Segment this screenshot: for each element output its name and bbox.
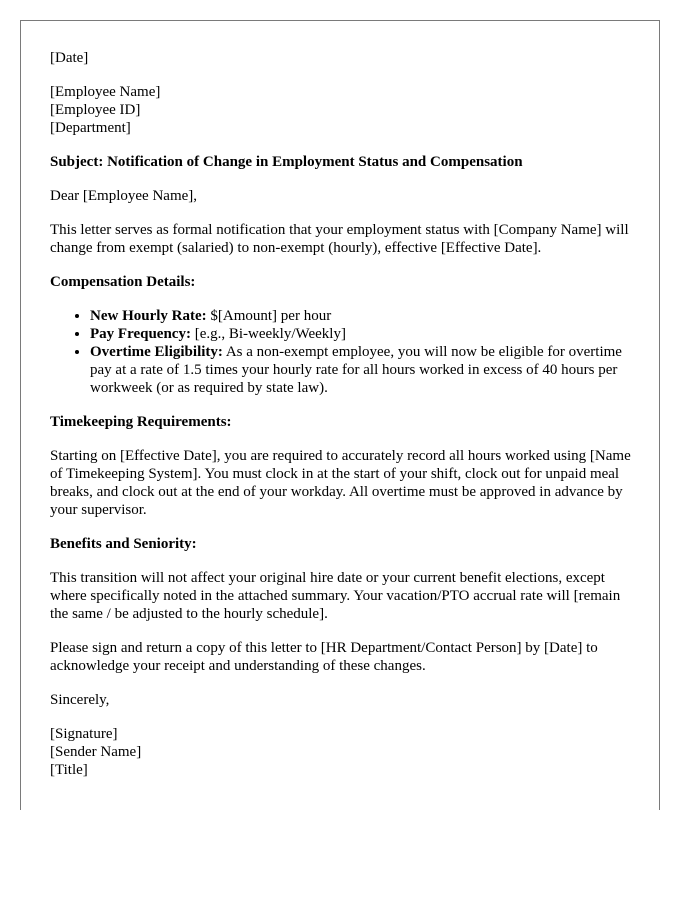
letter-date: [Date] <box>50 50 89 66</box>
sender-name: [Sender Name] <box>50 744 142 760</box>
recipient-name: [Employee Name] <box>50 84 161 100</box>
compensation-list <box>50 307 636 397</box>
item-text: [e.g., Bi-weekly/Weekly] <box>190 326 346 342</box>
signoff: Sincerely, <box>50 692 110 708</box>
sender-title: [Title] <box>50 762 88 778</box>
benefits-paragraph: This transition will not affect your original hire date or your current benefit elections, except where specifically noted in the attached summary. Your vacation/PTO accrual rate will [remain the same / be adjusted to the hourly schedule]. <box>50 570 621 622</box>
compensation-heading: Compensation Details: <box>50 274 196 290</box>
item-label: New Hourly Rate: <box>90 308 207 324</box>
recipient-block <box>50 83 636 137</box>
recipient-department: [Department] <box>50 120 131 136</box>
recipient-id: [Employee ID] <box>50 102 141 118</box>
benefits-heading: Benefits and Seniority: <box>50 536 197 552</box>
salutation: Dear [Employee Name], <box>50 188 198 204</box>
timekeeping-paragraph: Starting on [Effective Date], you are required to accurately record all hours worked using [Name of Timekeeping System]. You must clock in at the start of your shift, clock out for unpaid meal breaks, and clock out at the end of your workday. All overtime must be approved in advance by your supervisor. <box>50 448 631 518</box>
letter-page <box>20 20 660 810</box>
letter-body <box>50 49 636 795</box>
sender-block <box>50 725 636 779</box>
intro-paragraph: This letter serves as formal notification that your employment status with [Company Name] will change from exempt (salaried) to non-exempt (hourly), effective [Effective Date]. <box>50 222 629 256</box>
list-item <box>90 343 636 397</box>
item-text: As a non-exempt employee, you will now be eligible for overtime pay at a rate of 1.5 times your hourly rate for all hours worked in excess of 40 hours per workweek (or as required by state law). <box>90 344 622 396</box>
list-item <box>90 325 636 343</box>
item-text: $[Amount] per hour <box>206 308 332 324</box>
closing-request-paragraph: Please sign and return a copy of this letter to [HR Department/Contact Person] by [Date] to acknowledge your receipt and understanding of these changes. <box>50 640 598 674</box>
sender-signature: [Signature] <box>50 726 118 742</box>
list-item <box>90 307 636 325</box>
item-label: Overtime Eligibility: <box>90 344 223 360</box>
timekeeping-heading: Timekeeping Requirements: <box>50 414 232 430</box>
letter-subject: Subject: Notification of Change in Employment Status and Compensation <box>50 154 523 170</box>
item-label: Pay Frequency: <box>90 326 191 342</box>
